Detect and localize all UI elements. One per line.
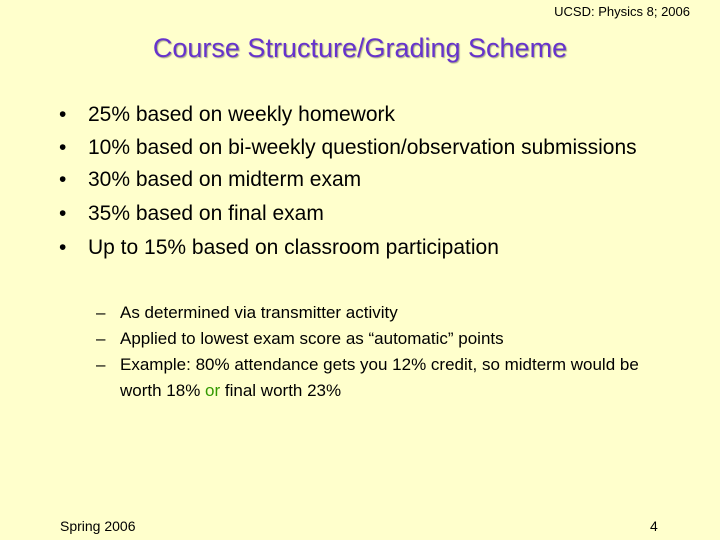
slide-header: UCSD: Physics 8; 2006: [554, 4, 690, 19]
dash-icon: –: [96, 355, 106, 374]
bullet-text: 30% based on midterm exam: [88, 168, 362, 191]
page-number: 4: [650, 518, 658, 534]
bullet-item: [56, 98, 676, 132]
bullet-item: [56, 197, 676, 231]
bullet-text: 35% based on final exam: [88, 202, 324, 225]
sub-bullet-list: [96, 300, 656, 404]
bullet-dot-icon: •: [59, 103, 67, 126]
bullet-list: [56, 98, 676, 265]
sub-bullet-text: Applied to lowest exam score as “automatic” points: [120, 329, 504, 348]
bullet-dot-icon: •: [59, 202, 67, 225]
bullet-text: 25% based on weekly homework: [88, 103, 396, 126]
sub-bullet-text: [120, 355, 639, 400]
bullet-text: 10% based on bi-weekly question/observation submissions: [88, 136, 637, 159]
sub-bullet-item: [96, 300, 656, 326]
sub-bullet-item: [96, 326, 656, 352]
dash-icon: –: [96, 329, 106, 348]
sub-bullet-text-after: final worth 23%: [220, 381, 342, 400]
slide-title: Course Structure/Grading Scheme: [152, 33, 568, 63]
bullet-item: [56, 132, 676, 163]
dash-icon: –: [96, 303, 106, 322]
sub-bullet-item: [96, 352, 656, 404]
highlight-word: or: [205, 381, 221, 400]
bullet-dot-icon: •: [59, 236, 67, 259]
bullet-dot-icon: •: [59, 136, 67, 159]
bullet-text: Up to 15% based on classroom participation: [88, 236, 499, 259]
bullet-item: [56, 231, 676, 265]
footer-date: Spring 2006: [60, 518, 136, 534]
sub-bullet-text-before: Example: 80% attendance gets you 12% credit, so midterm would be worth 18%: [120, 355, 639, 400]
sub-bullet-text: As determined via transmitter activity: [120, 303, 398, 322]
bullet-item: [56, 163, 676, 197]
bullet-dot-icon: •: [59, 168, 67, 191]
